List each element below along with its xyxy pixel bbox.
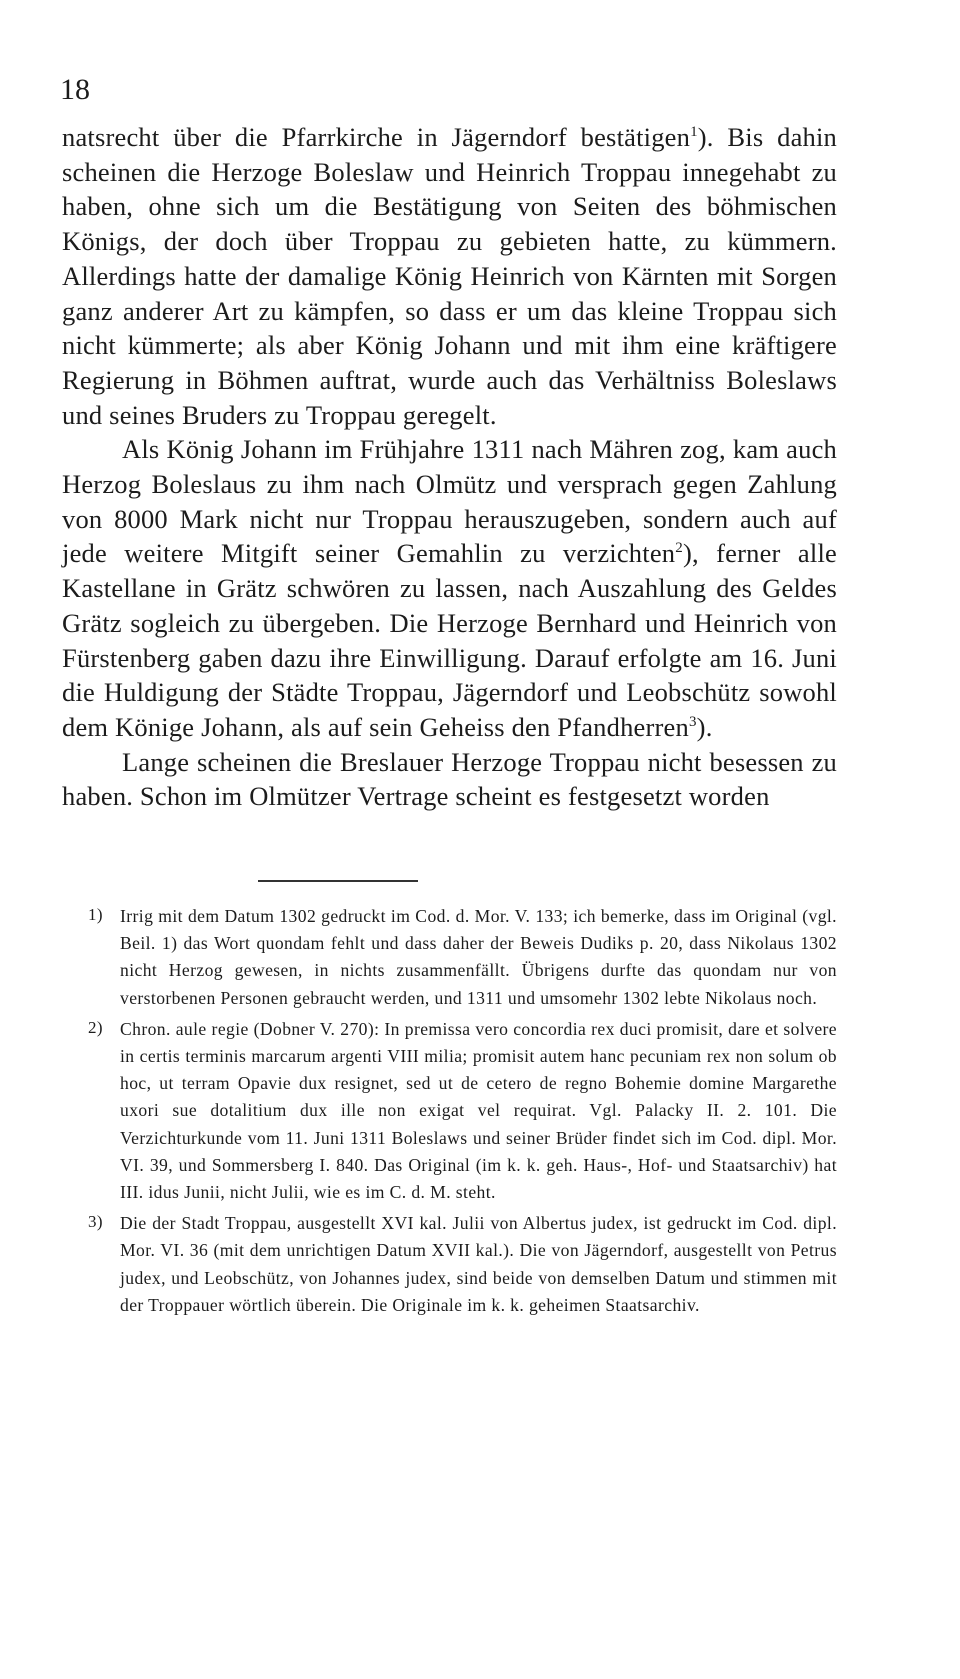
footnote-1 bbox=[88, 903, 837, 1012]
footnote-2-text: Chron. aule regie (Dobner V. 270): In premissa vero concordia rex duci promisit, dare et solvere in certis terminis marcarum argenti VIII milia; promisit autem hanc pecuniam rex non solum ob hoc, ut terram Opavie dux resignet, sed ut de cetero de regno Bohemie domine Margarethe uxori sue dotalitium dux ille non exigat vel requirat. Vgl. Palacky II. 2. 101. Die Verzichturkunde vom 11. Juni 1311 Boleslaws und seiner Brüder findet sich im Cod. dipl. Mor. VI. 39, und Sommersberg I. 840. Das Original (im k. k. geh. Haus-, Hof- und Staatsarchiv) hat III. idus Junii, nicht Julii, wie es im C. d. M. steht. bbox=[120, 1018, 837, 1203]
footnote-1-marker: 1) bbox=[88, 905, 103, 924]
page-number: 18 bbox=[60, 73, 90, 106]
footnote-ref-3: 3 bbox=[688, 714, 697, 731]
paragraph-2-text-part2: ), ferner alle Kastellane in Grätz schwören zu lassen, nach Auszahlung des Geldes Grätz sogleich zu übergeben. Die Herzoge Bernhard und Heinrich von Fürstenberg gaben dazu ihre Einwilligung. Darauf erfolgte am 16. Juni die Huldigung der Städte Troppau, Jägerndorf und Leobschütz sowohl dem Könige Johann, als auf sein Geheiss den Pfandherren bbox=[62, 538, 837, 742]
footnote-2-marker: 2) bbox=[88, 1017, 103, 1037]
footnotes bbox=[88, 903, 837, 1323]
footnote-1-text: Irrig mit dem Datum 1302 gedruckt im Cod. d. Mor. V. 133; ich bemerke, dass im Original (vgl. Beil. 1) das Wort quondam fehlt und dass daher der Beweis Dudiks p. 20, dass Nikolaus 1302 nicht Herzog gewesen, in nichts zusammenfällt. Übrigens durfte das quondam nur von verstorbenen Personen gebraucht werden, und 1311 und umsomehr 1302 lebte Nikolaus noch. bbox=[120, 906, 837, 1008]
footnote-ref-1: 1 bbox=[690, 124, 698, 141]
paragraph-1-text-end: ). Bis dahin scheinen die Herzoge Boleslaw und Heinrich Troppau innegehabt zu haben, ohne sich um die Bestätigung von Seiten des böhmischen Königs, der doch über Troppau zu gebieten hatte, zu kümmern. Allerdings hatte der damalige König Heinrich von Kärnten mit Sorgen ganz anderer Art zu kämpfen, so dass er um das kleine Troppau sich nicht kümmerte; als aber König Johann und mit ihm eine kräftigere Regierung in Böhmen auftrat, wurde auch das Verhältniss Boleslaws und seines Bruders zu Troppau geregelt. bbox=[62, 122, 837, 430]
paragraph-2 bbox=[62, 432, 837, 744]
paragraph-1 bbox=[62, 120, 837, 432]
footnote-separator bbox=[258, 880, 418, 882]
paragraph-2-text-part1: Als König Johann im Frühjahre 1311 nach Mähren zog, kam auch Herzog Boleslaus zu ihm nach Olmütz und versprach gegen Zahlung von 8000 Mark nicht nur Troppau herauszugeben, sondern auch auf jede weitere Mitgift seiner Gemahlin zu verzichten bbox=[62, 434, 837, 569]
main-text bbox=[62, 120, 837, 814]
footnote-3-text: Die der Stadt Troppau, ausgestellt XVI kal. Julii von Albertus judex, ist gedruckt im Cod. dipl. Mor. VI. 36 (mit dem unrichtigen Datum XVII kal.). Die von Jägerndorf, ausgestellt von Petrus judex, und Leobschütz, von Johannes judex, sind beide von demselben Datum und stimmen mit der Troppauer wörtlich überein. Die Originale im k. k. geheimen Staatsarchiv. bbox=[120, 1213, 837, 1315]
footnote-ref-2: 2 bbox=[675, 540, 683, 557]
paragraph-3-text: Lange scheinen die Breslauer Herzoge Troppau nicht besessen zu haben. Schon im Olmützer Vertrage scheint es festgesetzt worden bbox=[62, 746, 837, 812]
footnote-3 bbox=[88, 1210, 837, 1319]
paragraph-3 bbox=[62, 745, 837, 814]
paragraph-2-text-part3: ). bbox=[696, 711, 713, 742]
footnote-2 bbox=[88, 1016, 837, 1206]
footnote-3-marker: 3) bbox=[88, 1212, 103, 1232]
paragraph-1-text-start: natsrecht über die Pfarrkirche in Jägerndorf bestätigen bbox=[62, 122, 691, 152]
